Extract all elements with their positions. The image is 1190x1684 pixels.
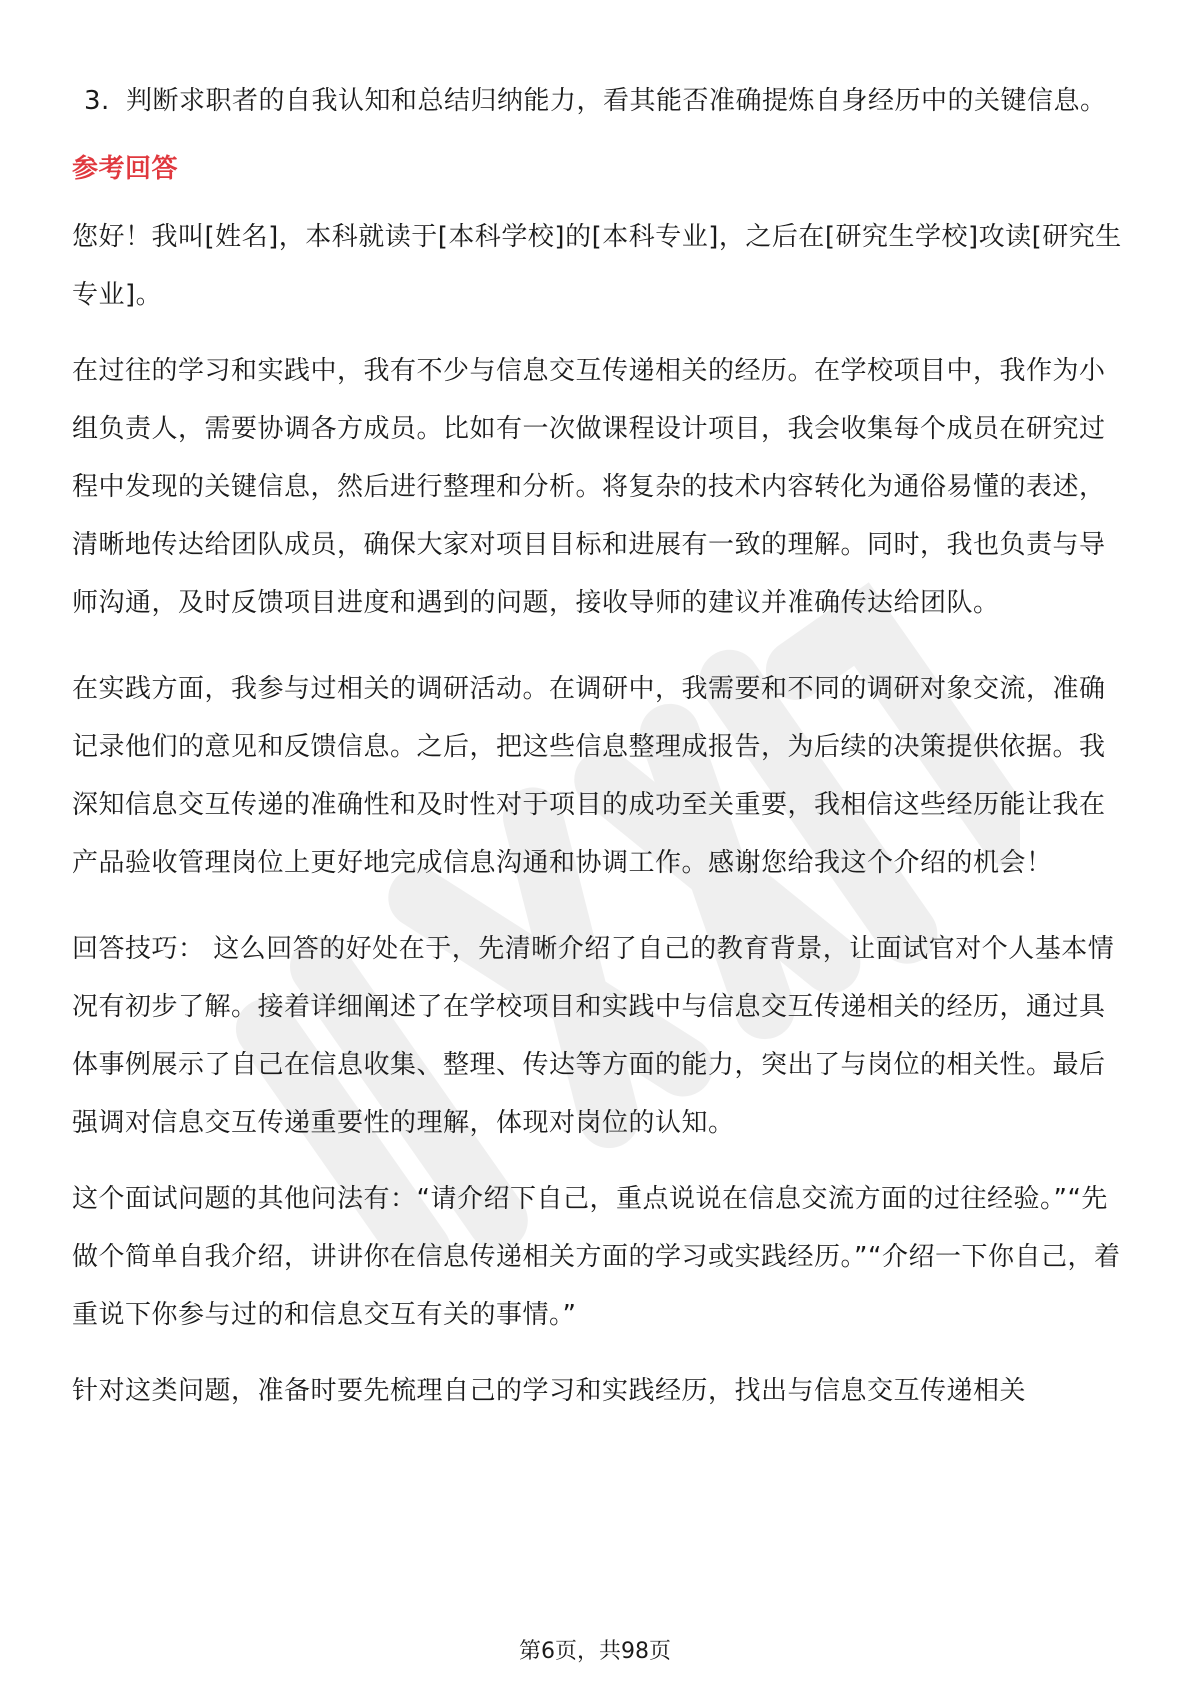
document-content	[72, 72, 1122, 1448]
page-footer: 第6页，共98页	[519, 1639, 671, 1664]
paragraph-intro: 您好！我叫[姓名]，本科就读于[本科学校]的[本科专业]，之后在[研究生学校]攻读[研究生专业]。	[72, 222, 1122, 310]
paragraph-answer-tips: 回答技巧： 这么回答的好处在于，先清晰介绍了自己的教育背景，让面试官对个人基本情况有初步了解。接着详细阐述了在学校项目和实践中与信息交互传递相关的经历，通过具体事例展示了自己在信息收集、整理、传达等方面的能力，突出了与岗位的相关性。最后强调对信息交互传递重要性的理解，体现对岗位的认知。	[72, 934, 1115, 1138]
numbered-list-item	[72, 72, 1122, 130]
paragraph-project-experience: 在过往的学习和实践中，我有不少与信息交互传递相关的经历。在学校项目中，我作为小组负责人，需要协调各方成员。比如有一次做课程设计项目，我会收集每个成员在研究过程中发现的关键信息，然后进行整理和分析。将复杂的技术内容转化为通俗易懂的表述，清晰地传达给团队成员，确保大家对项目目标和进展有一致的理解。同时，我也负责与导师沟通，及时反馈项目进度和遇到的问题，接收导师的建议并准确传达给团队。	[72, 356, 1106, 618]
paragraph-preparation-advice: 针对这类问题，准备时要先梳理自己的学习和实践经历，找出与信息交互传递相关	[72, 1376, 1027, 1406]
list-number: 3.	[84, 86, 110, 116]
paragraph-alternative-questions: 这个面试问题的其他问法有：“请介绍下自己，重点说说在信息交流方面的过往经验。”“先做个简单自我介绍，讲讲你在信息传递相关方面的学习或实践经历。”“介绍一下你自己，着重说下你参与过的和信息交互有关的事情。”	[72, 1184, 1121, 1330]
paragraph-practice-experience: 在实践方面，我参与过相关的调研活动。在调研中，我需要和不同的调研对象交流，准确记录他们的意见和反馈信息。之后，把这些信息整理成报告，为后续的决策提供依据。我深知信息交互传递的准确性和及时性对于项目的成功至关重要，我相信这些经历能让我在产品验收管理岗位上更好地完成信息沟通和协调工作。感谢您给我这个介绍的机会！	[72, 674, 1106, 878]
list-item-text: 判断求职者的自我认知和总结归纳能力，看其能否准确提炼自身经历中的关键信息。	[126, 86, 1107, 116]
section-heading: 参考回答	[72, 154, 179, 184]
